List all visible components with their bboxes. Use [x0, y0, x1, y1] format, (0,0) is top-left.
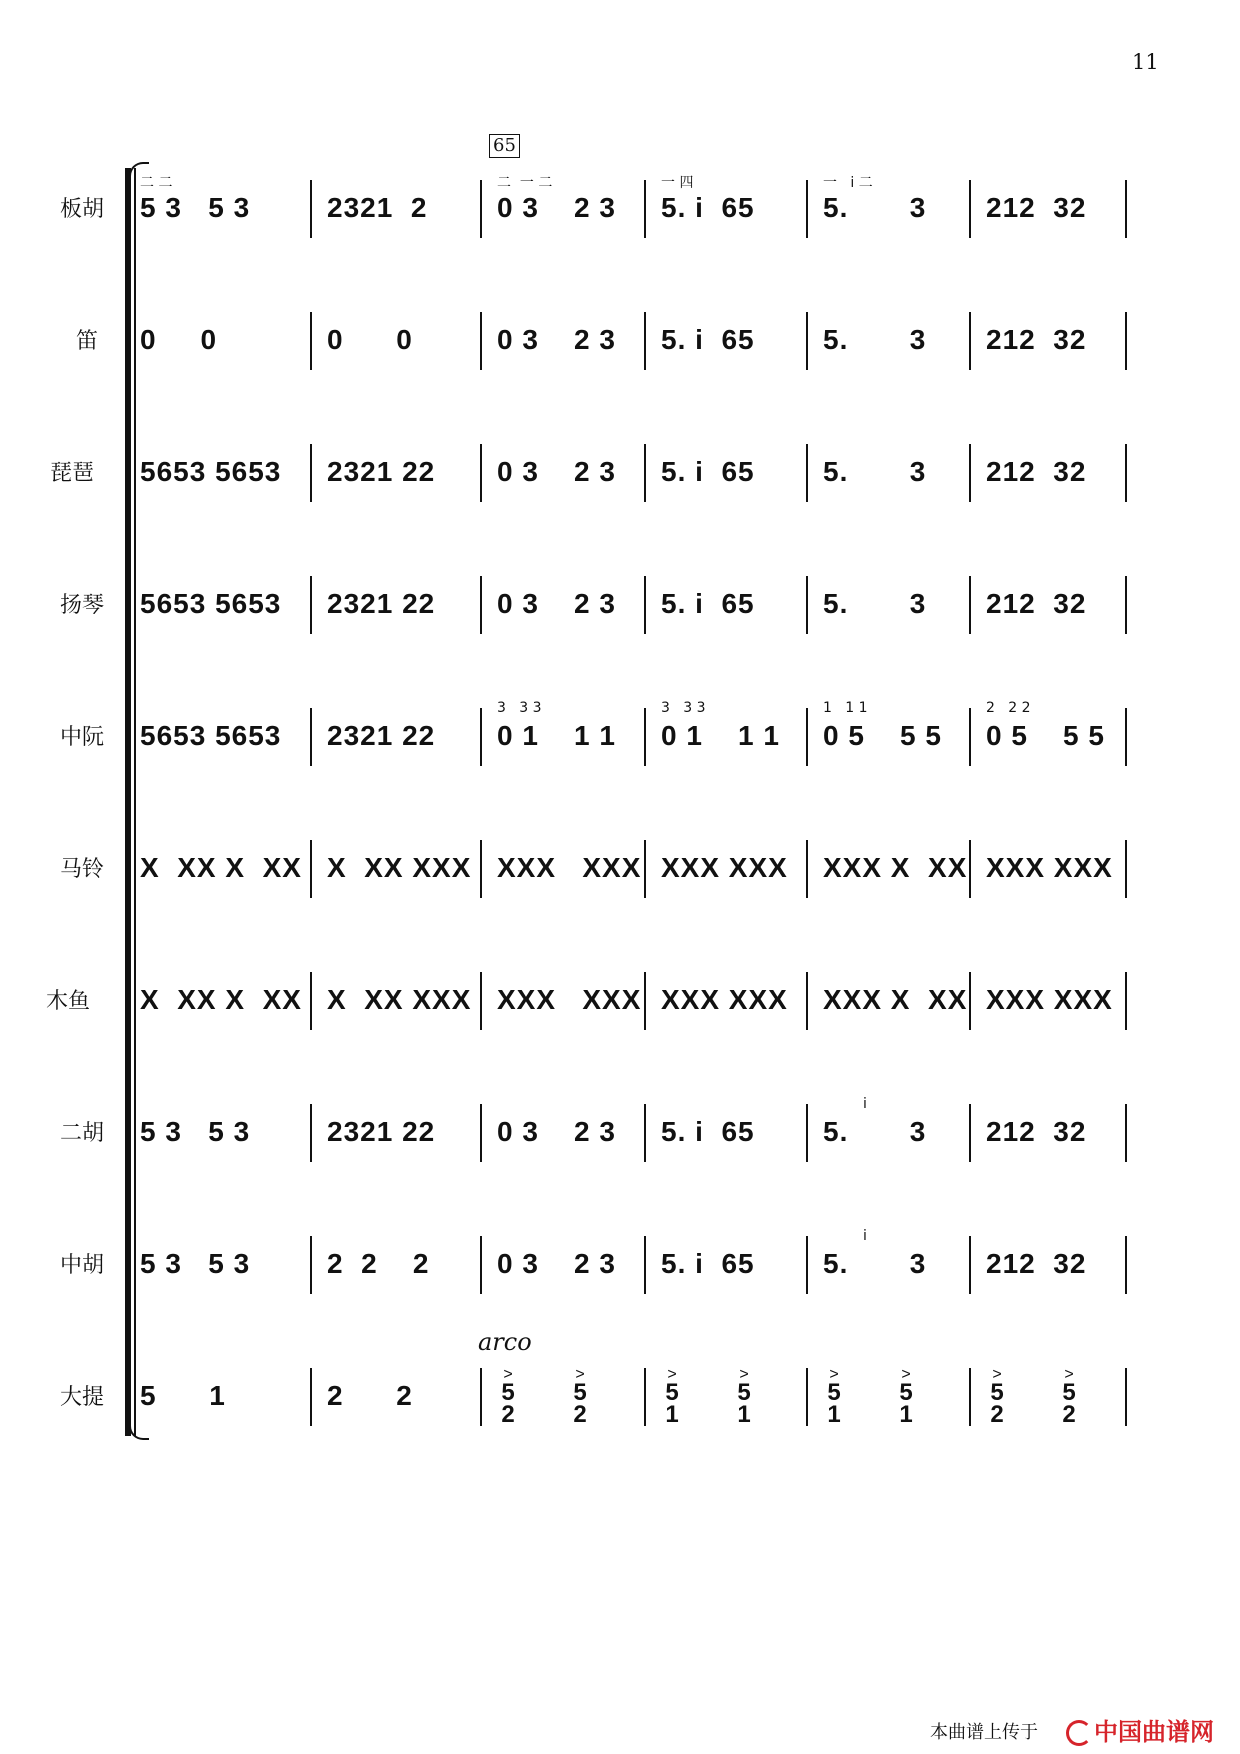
chord-pitch: 1: [737, 1401, 751, 1428]
barline: [644, 444, 646, 502]
measure-notes: XXX XXX: [661, 852, 788, 883]
site-logo-icon: [1066, 1720, 1092, 1746]
barline: [644, 1104, 646, 1162]
measure-notes: XXX X XX: [823, 984, 968, 1015]
barline: [969, 312, 971, 370]
barline: [1125, 840, 1127, 898]
staff-row: [0, 972, 1240, 1032]
barline: [969, 972, 971, 1030]
measure-notes: XXX X XX: [823, 852, 968, 883]
measure-notes: 5. 3: [823, 456, 927, 487]
instrument-label: 中阮: [60, 725, 105, 750]
barline: [310, 708, 312, 766]
measure-notes: 2321 22: [327, 456, 436, 487]
accent-icon: >: [739, 1366, 749, 1383]
articulation-mark: 1 1 1: [823, 700, 868, 716]
barline: [806, 576, 808, 634]
chord-pitch: 1: [899, 1401, 913, 1428]
measure-notes: XXX XXX: [497, 984, 642, 1015]
barline: [480, 180, 482, 238]
barline: [310, 972, 312, 1030]
measure-notes: 5 3 5 3: [140, 1248, 251, 1279]
barline: [1125, 1368, 1127, 1426]
accent-icon: >: [1064, 1366, 1074, 1383]
barline: [806, 1368, 808, 1426]
barline: [969, 444, 971, 502]
measure-notes: 0 3 2 3: [497, 456, 616, 487]
measure-notes: 212 32: [986, 456, 1087, 487]
measure-notes: 2 2: [327, 1380, 413, 1411]
accent-icon: >: [992, 1366, 1002, 1383]
measure-notes: 212 32: [986, 1116, 1087, 1147]
accent-icon: >: [829, 1366, 839, 1383]
measure-notes: 5. 3: [823, 1116, 927, 1147]
chord-note: [986, 1368, 1008, 1426]
measure-notes: 5. i 65: [661, 192, 755, 223]
barline: [480, 708, 482, 766]
measure-notes: 0 0: [327, 324, 413, 355]
staff-row: [0, 1096, 1240, 1164]
chord-pitch: 5: [827, 1379, 841, 1406]
barline: [969, 708, 971, 766]
barline: [806, 1104, 808, 1162]
barline: [480, 972, 482, 1030]
barline: [1125, 312, 1127, 370]
barline: [644, 840, 646, 898]
articulation-mark: 3 3 3: [661, 700, 706, 716]
instrument-label: 琵琶: [50, 461, 95, 486]
chord-note: [497, 1368, 519, 1426]
measure-notes: 0 3 2 3: [497, 1116, 616, 1147]
chord-pitch: 1: [665, 1401, 679, 1428]
measure-notes: X XX X XX: [140, 984, 302, 1015]
measure-notes: 5. 3: [823, 324, 927, 355]
staff-row: [0, 840, 1240, 900]
staff-row: [0, 175, 1240, 240]
instrument-label: 木鱼: [46, 989, 91, 1014]
chord-pitch: 5: [1062, 1379, 1076, 1406]
barline: [1125, 708, 1127, 766]
chord-pitch: 1: [827, 1401, 841, 1428]
measure-notes: 5. 3: [823, 588, 927, 619]
measure-notes: 0 1 1 1: [661, 720, 780, 751]
barline: [644, 972, 646, 1030]
articulation-mark: 3 3 3: [497, 700, 542, 716]
measure-notes: 0 3 2 3: [497, 588, 616, 619]
instrument-label: 大提: [60, 1385, 105, 1410]
barline: [310, 180, 312, 238]
measure-notes: 5. 3: [823, 192, 927, 223]
chord-note: [1058, 1368, 1080, 1426]
chord-note: [895, 1368, 917, 1426]
barline: [644, 180, 646, 238]
barline: [310, 1368, 312, 1426]
staff-row: [0, 1228, 1240, 1296]
barline: [644, 312, 646, 370]
measure-notes: 5. i 65: [661, 456, 755, 487]
barline: [806, 312, 808, 370]
articulation-mark: 一 i 二: [823, 175, 873, 191]
chord-pitch: 5: [899, 1379, 913, 1406]
barline: [1125, 1236, 1127, 1294]
barline: [310, 840, 312, 898]
barline: [480, 1236, 482, 1294]
chord-pitch: 5: [990, 1379, 1004, 1406]
barline: [969, 840, 971, 898]
barline: [1125, 972, 1127, 1030]
measure-notes: 0 1 1 1: [497, 720, 616, 751]
chord-pitch: 2: [501, 1401, 515, 1428]
measure-notes: 5653 5653: [140, 588, 282, 619]
measure-notes: X XX X XX: [140, 852, 302, 883]
measure-notes: XXX XXX: [986, 852, 1113, 883]
measure-notes: 5653 5653: [140, 456, 282, 487]
measure-notes: 0 5 5 5: [823, 720, 942, 751]
barline: [806, 840, 808, 898]
measure-notes: 5653 5653: [140, 720, 282, 751]
staff-row: [0, 1368, 1240, 1428]
articulation-mark: i: [823, 1228, 867, 1244]
measure-notes: 0 0: [140, 324, 218, 355]
barline: [969, 576, 971, 634]
articulation-mark: 2 2 2: [986, 700, 1031, 716]
articulation-mark: 一 四: [661, 175, 694, 191]
instrument-label: 二胡: [60, 1121, 105, 1146]
measure-notes: 2321 22: [327, 720, 436, 751]
barline: [806, 972, 808, 1030]
measure-notes: X XX XXX: [327, 852, 472, 883]
measure-notes: 212 32: [986, 1248, 1087, 1279]
barline: [969, 1236, 971, 1294]
barline: [480, 1368, 482, 1426]
staff-row: [0, 576, 1240, 636]
barline: [1125, 576, 1127, 634]
articulation-mark: 二 二: [140, 175, 173, 191]
measure-notes: 212 32: [986, 192, 1087, 223]
rehearsal-mark: 65: [489, 134, 520, 158]
measure-notes: 0 3 2 3: [497, 324, 616, 355]
barline: [806, 1236, 808, 1294]
instrument-label: 笛: [76, 329, 99, 354]
instrument-label: 板胡: [60, 197, 105, 222]
measure-notes: 5. i 65: [661, 324, 755, 355]
barline: [310, 444, 312, 502]
measure-notes: 212 32: [986, 324, 1087, 355]
measure-notes: 5 3 5 3: [140, 192, 251, 223]
barline: [644, 576, 646, 634]
chord-note: [733, 1368, 755, 1426]
measure-notes: 0 3 2 3: [497, 192, 616, 223]
measure-notes: 5. i 65: [661, 1248, 755, 1279]
measure-notes: 2 2 2: [327, 1248, 430, 1279]
barline: [480, 840, 482, 898]
barline: [480, 1104, 482, 1162]
chord-note: [569, 1368, 591, 1426]
instrument-label: 中胡: [60, 1253, 105, 1278]
chord-pitch: 2: [990, 1401, 1004, 1428]
accent-icon: >: [667, 1366, 677, 1383]
barline: [969, 1104, 971, 1162]
measure-notes: XXX XXX: [661, 984, 788, 1015]
barline: [480, 444, 482, 502]
measure-notes: XXX XXX: [497, 852, 642, 883]
measure-notes: 0 3 2 3: [497, 1248, 616, 1279]
staff-row: [0, 312, 1240, 372]
measure-notes: 2321 22: [327, 1116, 436, 1147]
chord-pitch: 5: [737, 1379, 751, 1406]
measure-notes: 2321 2: [327, 192, 428, 223]
chord-pitch: 2: [1062, 1401, 1076, 1428]
barline: [480, 312, 482, 370]
barline: [1125, 444, 1127, 502]
chord-pitch: 5: [501, 1379, 515, 1406]
barline: [310, 576, 312, 634]
measure-notes: X XX XXX: [327, 984, 472, 1015]
chord-note: [661, 1368, 683, 1426]
barline: [1125, 1104, 1127, 1162]
barline: [806, 708, 808, 766]
barline: [1125, 180, 1127, 238]
measure-notes: 5. i 65: [661, 588, 755, 619]
staff-row: [0, 444, 1240, 504]
page-number: 11: [1132, 50, 1159, 74]
barline: [310, 1236, 312, 1294]
barline: [310, 1104, 312, 1162]
measure-notes: 212 32: [986, 588, 1087, 619]
articulation-mark: 二 一 二: [497, 175, 553, 191]
barline: [806, 180, 808, 238]
staff-row: [0, 700, 1240, 768]
arco-direction: arco: [478, 1328, 532, 1356]
instrument-label: 马铃: [60, 857, 105, 882]
measure-notes: XXX XXX: [986, 984, 1113, 1015]
chord-note: [823, 1368, 845, 1426]
measure-notes: 0 5 5 5: [986, 720, 1105, 751]
accent-icon: >: [901, 1366, 911, 1383]
barline: [969, 1368, 971, 1426]
accent-icon: >: [575, 1366, 585, 1383]
accent-icon: >: [503, 1366, 513, 1383]
measure-notes: 5 1: [140, 1380, 226, 1411]
chord-pitch: 5: [573, 1379, 587, 1406]
measure-notes: 5. i 65: [661, 1116, 755, 1147]
measure-notes: 2321 22: [327, 588, 436, 619]
barline: [644, 708, 646, 766]
measure-notes: 5. 3: [823, 1248, 927, 1279]
barline: [644, 1236, 646, 1294]
instrument-label: 扬琴: [60, 593, 105, 618]
measure-notes: 5 3 5 3: [140, 1116, 251, 1147]
barline: [310, 312, 312, 370]
articulation-mark: i: [823, 1096, 867, 1112]
chord-pitch: 5: [665, 1379, 679, 1406]
footer-logo[interactable]: [1066, 1712, 1214, 1747]
site-name: 中国曲谱网: [1094, 1718, 1214, 1746]
barline: [644, 1368, 646, 1426]
footer-credit: 本曲谱上传于: [930, 1722, 1038, 1743]
barline: [969, 180, 971, 238]
chord-pitch: 2: [573, 1401, 587, 1428]
barline: [480, 576, 482, 634]
barline: [806, 444, 808, 502]
